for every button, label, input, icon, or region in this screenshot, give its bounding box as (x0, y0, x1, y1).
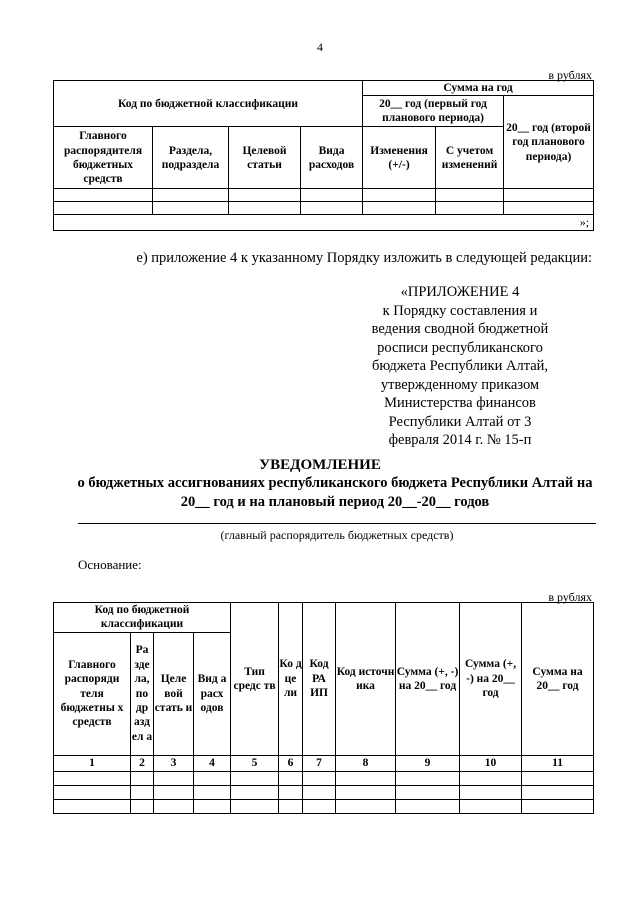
column-number: 10 (460, 755, 522, 771)
notice-title: УВЕДОМЛЕНИЕ (259, 457, 381, 473)
column-number: 5 (231, 755, 279, 771)
col-expense-type: Вида расходов (301, 127, 363, 189)
table-row (54, 799, 594, 813)
appendix-line: утвержденному приказом (380, 376, 540, 393)
notice-table (53, 602, 594, 814)
col-goal-code: Ко д це ли (279, 603, 303, 756)
table-row (54, 189, 594, 202)
col-fund-type: Тип средс тв (231, 603, 279, 756)
unit-label: в рублях (548, 68, 592, 82)
unit-label: в рублях (548, 590, 592, 604)
appendix-line: Республики Алтай от 3 (388, 413, 532, 430)
signature-line (78, 523, 596, 524)
appendix-line: бюджета Республики Алтай, (371, 358, 549, 374)
budget-sum-table (53, 80, 594, 231)
appendix-line: февраля 2014 г. № 15-п (388, 432, 532, 448)
appendix-line: ведения сводной бюджетной (371, 321, 549, 337)
col-with-changes: С учетом изменений (436, 127, 504, 189)
appendix-header (345, 283, 575, 450)
col-target-article: Целе вой стать и (154, 632, 194, 755)
column-number: 11 (522, 755, 594, 771)
basis-label: Основание: (78, 557, 142, 572)
column-number: 7 (303, 755, 336, 771)
page-number: 4 (317, 40, 323, 54)
first-plan-year-header: 20__ год (первый год планового периода) (363, 96, 504, 127)
col-main-manager: Главного распоряди теля бюджетны х средств (54, 632, 131, 755)
column-number-row (54, 755, 594, 771)
appendix-line: «ПРИЛОЖЕНИЕ 4 (400, 284, 520, 300)
col-section: Раздела, подраздела (153, 127, 229, 189)
col-sum-2: Сумма (+, -) на 20__ год (460, 603, 522, 756)
table-row (54, 771, 594, 785)
col-main-manager: Главного распорядителя бюджетных средств (54, 127, 153, 189)
column-number: 4 (194, 755, 231, 771)
column-number: 6 (279, 755, 303, 771)
col-sum-1: Сумма (+, -) на 20__ год (396, 603, 460, 756)
col-source-code: Код источн ика (336, 603, 396, 756)
code-classification-header: Код по бюджетной классификации (54, 81, 363, 127)
second-plan-year-header: 20__ год (второй год планового периода) (504, 96, 594, 189)
code-classification-header: Код по бюджетной классификации (54, 603, 231, 633)
instruction-text: е) приложение 4 к указанному Порядку изложить в следующей редакции: (136, 250, 592, 266)
column-number: 8 (336, 755, 396, 771)
signature-caption: (главный распорядитель бюджетных средств) (220, 528, 454, 542)
column-number: 9 (396, 755, 460, 771)
appendix-line: Министерства финансов (384, 395, 536, 411)
table-row (54, 202, 594, 215)
appendix-line: к Порядку составления и (382, 302, 538, 319)
closing-quote: »; (54, 215, 594, 231)
column-number: 1 (54, 755, 131, 771)
col-changes: Изменения (+/-) (363, 127, 436, 189)
notice-subtitle: о бюджетных ассигнованиях республиканского бюджета Республики Алтай на 20__ год и на плановый период 20__-20__ годов (77, 475, 593, 510)
col-expense-type: Вид а расх одов (194, 632, 231, 755)
col-target-article: Целевой статьи (229, 127, 301, 189)
annual-sum-header: Сумма на год (363, 81, 594, 96)
appendix-line: росписи республиканского (377, 339, 543, 356)
col-raip-code: Код РА ИП (303, 603, 336, 756)
column-number: 2 (131, 755, 154, 771)
col-section: Ра зде ла, по др азд ел а (131, 632, 154, 755)
col-sum-3: Сумма на 20__ год (522, 603, 594, 756)
table-row (54, 215, 594, 231)
column-number: 3 (154, 755, 194, 771)
table-row (54, 785, 594, 799)
